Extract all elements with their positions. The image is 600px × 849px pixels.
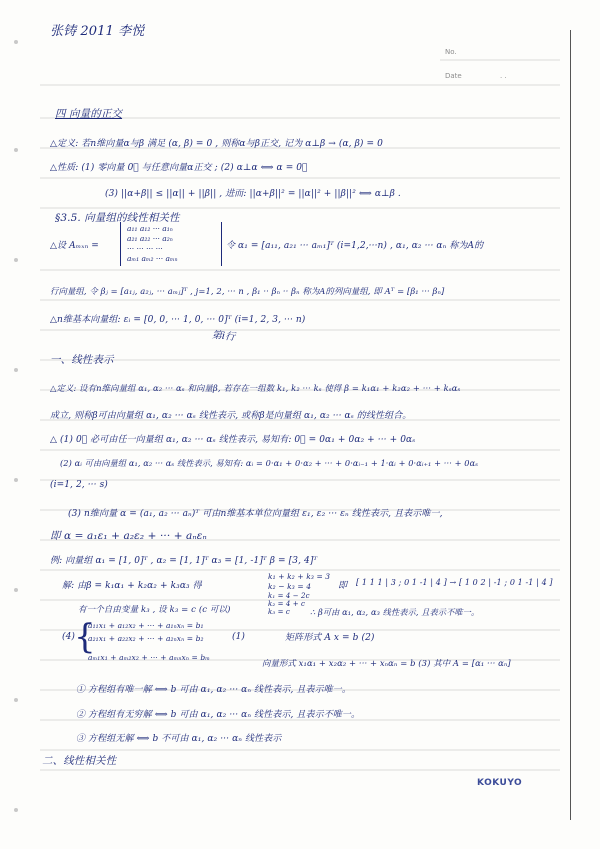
case-none: ③ 方程组无解 ⟺ b 不可由 α₁, α₂ ··· αₙ 线性表示 xyxy=(76,734,282,744)
section-heading: 四 向量的正交 xyxy=(55,108,123,120)
binder-hole xyxy=(14,258,18,262)
definition-orthogonal: △定义: 若n维向量α与β 满足 (α, β) = 0 , 则称α与β正交, 记为 α⊥β → (α, β) = 0 xyxy=(50,139,383,149)
binder-hole xyxy=(14,368,18,372)
example-line: 例: 向量组 α₁ = [1, 0]ᵀ , α₂ = [1, 1]ᵀ α₃ = [1, -1]ᵀ β = [3, 4]ᵀ xyxy=(50,556,318,566)
note-2-index: (i=1, 2, ··· s) xyxy=(50,480,108,490)
binder-hole xyxy=(14,478,18,482)
handwritten-title: 张铸 2011 李悦 xyxy=(50,24,145,39)
matrix-row: aₘ₁ aₘ₂ ··· aₘₙ xyxy=(127,254,178,263)
free-variable-note: 有一个自由变量 k₃ , 设 k₃ = c (c 可以) xyxy=(78,605,231,615)
linear-system-row: aₘ₁x₁ + aₘ₂x₂ + ··· + aₘₙxₙ = bₘ xyxy=(88,653,210,662)
definition-line-2: 成立, 则称β可由向量组 α₁, α₂ ··· αₛ 线性表示, 或称β是向量组 α₁, α₂ ··· αₛ 的线性组合。 xyxy=(50,411,412,421)
binder-hole xyxy=(14,148,18,152)
ji-label: 即 xyxy=(338,581,348,591)
case-infinite: ② 方程组有无穷解 ⟺ b 可由 α₁, α₂ ··· αₙ 线性表示, 且表示不唯一。 xyxy=(76,710,361,720)
kokuyo-logo: KOKUYO xyxy=(477,778,523,788)
matrix-row: a₁₁ a₁₂ ··· a₁ₙ xyxy=(127,224,173,233)
binder-hole xyxy=(14,698,18,702)
date-dots: . . xyxy=(500,72,507,80)
binder-hole xyxy=(14,808,18,812)
system-k3: k₃ = c xyxy=(268,608,290,616)
vector-form: 向量形式 x₁α₁ + x₂α₂ + ··· + xₙαₙ = b (3) 其中 A = [α₁ ··· αₙ] xyxy=(262,658,511,668)
matrix-form: 矩阵形式 A x = b (2) xyxy=(285,633,375,643)
matrix-intro: △设 Aₘₓₙ = xyxy=(50,241,99,251)
matrix-row: a₂₁ a₂₂ ··· a₂ₙ xyxy=(127,234,173,243)
matrix-row: ··· ··· ··· ··· xyxy=(127,244,163,253)
matrix-amn xyxy=(120,222,222,266)
note-2: (2) αᵢ 可由向量组 α₁, α₂ ··· αₛ 线性表示, 易知有: αᵢ = 0·α₁ + 0·α₂ + ··· + 0·αᵢ₋₁ + 1·αᵢ + 0·αᵢ₊₁ + ··· + 0αₛ xyxy=(60,458,479,468)
system-eq-2: k₂ − k₃ = 4 xyxy=(268,582,312,591)
binder-hole xyxy=(14,40,18,44)
property-line-1: △性质: (1) 零向量 0⃗ 与任意向量α正交 ; (2) α⊥α ⟺ α = 0⃗ xyxy=(50,163,308,173)
ith-row-note: 第i行 xyxy=(211,329,236,344)
note-3: (3) n维向量 α = (a₁, a₂ ··· aₙ)ᵀ 可由n维基本单位向量组 ε₁, ε₂ ··· εₙ 线性表示, 且表示唯一, xyxy=(68,509,443,519)
binder-hole xyxy=(14,588,18,592)
system-number: (1) xyxy=(232,632,246,642)
linear-representation-heading: 一、线性表示 xyxy=(50,354,114,366)
no-label: No. xyxy=(445,48,457,56)
margin-line xyxy=(570,30,571,820)
definition-line-1: △定义: 设有n维向量组 α₁, α₂ ··· αₛ 和向量β, 若存在一组数 k₁, k₂ ··· kₛ 使得 β = k₁α₁ + k₂α₂ + ··· + kₛαₛ xyxy=(50,383,461,393)
basic-vector-def: △n维基本向量组: εᵢ = [0, 0, ··· 1, 0, ··· 0]ᵀ (i=1, 2, 3, ··· n) xyxy=(50,315,306,325)
linear-dependence-heading: 二、线性相关性 xyxy=(42,755,117,767)
date-label: Date xyxy=(445,72,462,80)
system-k2: k₂ = 4 + c xyxy=(268,600,306,608)
augmented-matrix: [ 1 1 1 | 3 ; 0 1 -1 | 4 ] → [ 1 0 2 | -1 ; 0 1 -1 | 4 ] xyxy=(356,578,553,587)
case-unique: ① 方程组有唯一解 ⟺ b 可由 α₁, α₂ ··· αₙ 线性表示, 且表示唯一。 xyxy=(76,685,351,695)
property-line-2: (3) ||α+β|| ≤ ||α|| + ||β|| , 进而: ||α+β||² = ||α||² + ||β||² ⟺ α⊥β . xyxy=(105,189,401,199)
system-eq-1: k₁ + k₂ + k₃ = 3 xyxy=(268,572,331,581)
section-3-5-heading: §3.5. 向量组的线性相关性 xyxy=(55,212,180,224)
row-vector-def: 令 α₁ = [a₁₁, a₂₁ ··· aₘ₁]ᵀ (i=1,2,···n) , α₁, α₂ ··· αₙ 称为A的 xyxy=(226,241,484,251)
system-brace: { xyxy=(74,617,96,657)
linear-system-row: a₁₁x₁ + a₁₂x₂ + ··· + a₁ₙxₙ = b₁ xyxy=(88,621,204,630)
linear-system-row: a₂₁x₁ + a₂₂x₂ + ··· + a₂ₙxₙ = b₂ xyxy=(88,634,204,643)
example-conclusion: ∴ β可由 α₁, α₂, α₃ 线性表示, 且表示不唯一。 xyxy=(310,607,480,617)
system-k1: k₁ = 4 − 2c xyxy=(268,592,310,600)
item-4-label: (4) xyxy=(62,632,76,642)
note-1: △ (1) 0⃗ 必可由任一向量组 α₁, α₂ ··· αₛ 线性表示, 易知有: 0⃗ = 0α₁ + 0α₂ + ··· + 0αₛ xyxy=(50,435,416,445)
solution-start: 解: 由β = k₁α₁ + k₂α₂ + k₃α₃ 得 xyxy=(62,581,202,591)
note-3-formula: 即 α = a₁ε₁ + a₂ε₂ + ··· + aₙεₙ xyxy=(50,530,207,542)
column-vector-def: 行向量组, 令 βⱼ = [a₁ⱼ, a₂ⱼ, ··· aₘⱼ]ᵀ , j=1, 2, ··· n , β₁ ·· βₙ ·· βₙ 称为A的列向量组, 即 Aᵀ = [β₁ ··· βₙ] xyxy=(50,286,445,296)
